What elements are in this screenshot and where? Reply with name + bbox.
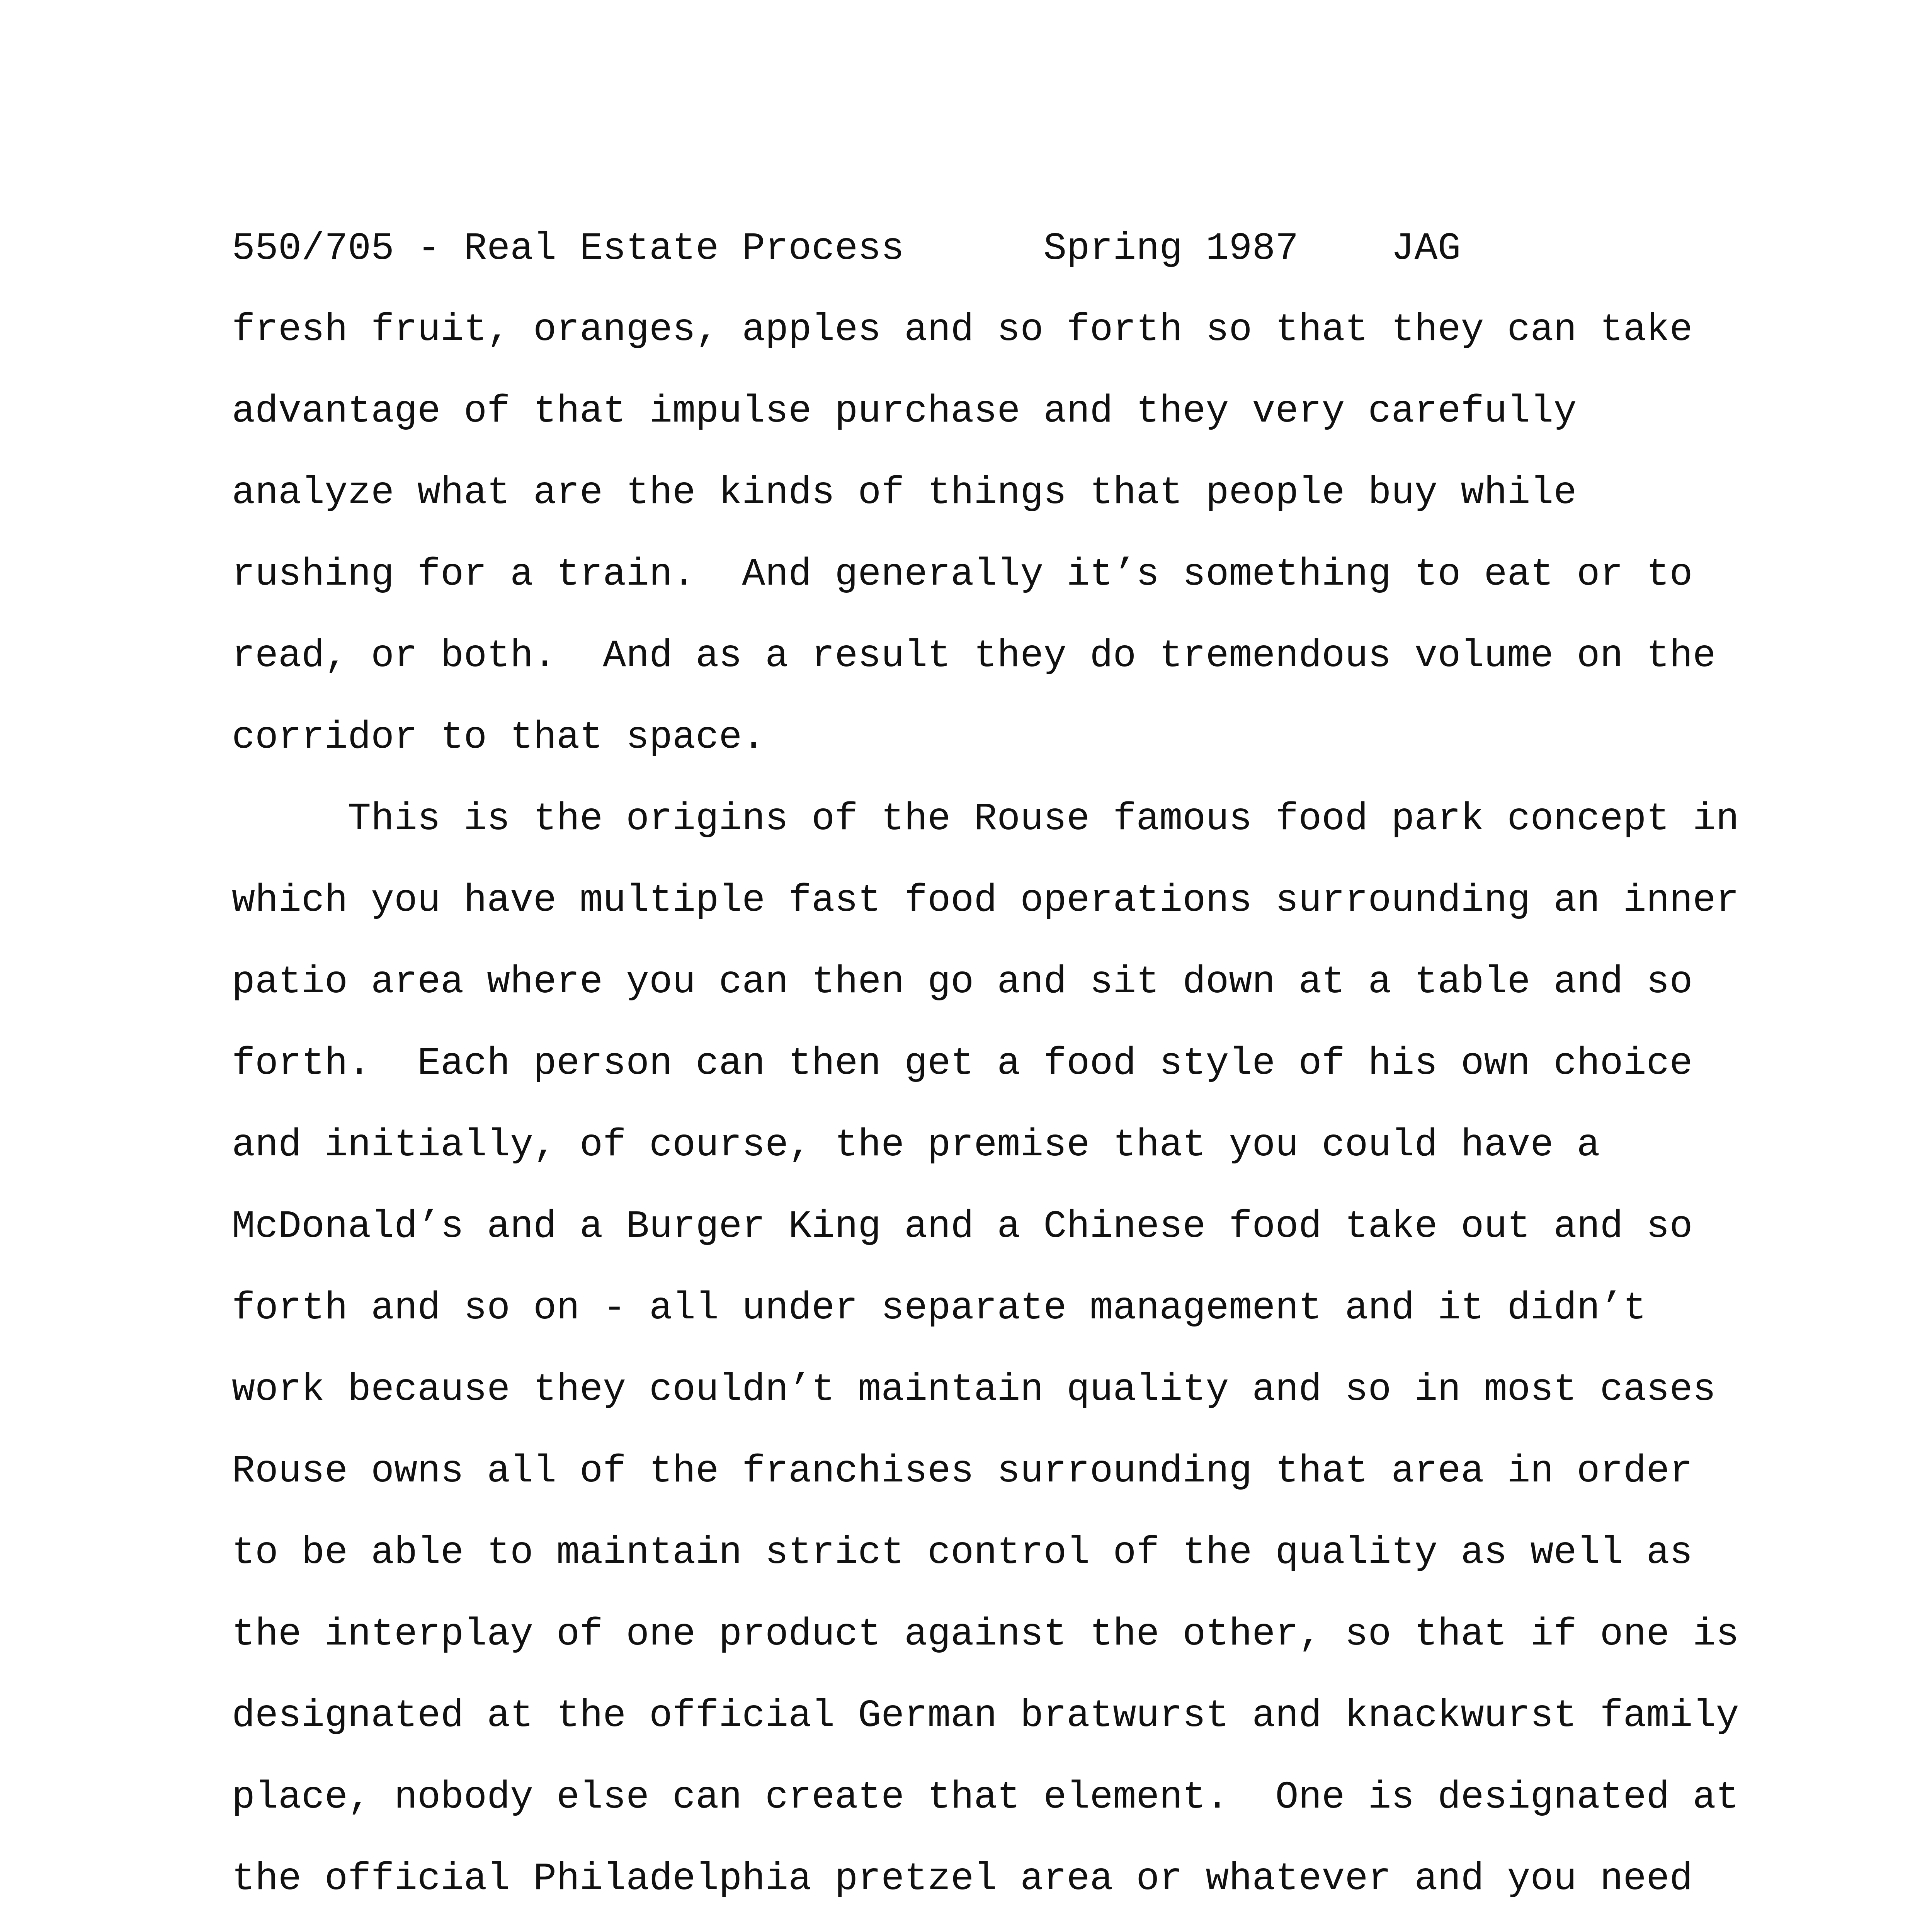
- body-line: designated at the official German bratwurst and knackwurst family: [232, 1694, 1739, 1738]
- body-line: Rouse owns all of the franchises surrounding that area in order: [232, 1450, 1693, 1493]
- header-initials: JAG: [1391, 227, 1461, 271]
- body-line: This is the origins of the Rouse famous food park concept in: [348, 798, 1739, 841]
- body-line: and initially, of course, the premise that you could have a: [232, 1124, 1600, 1167]
- body-line: to be able to maintain strict control of the quality as well as: [232, 1531, 1693, 1575]
- body-line: work because they couldn’t maintain quality and so in most cases: [232, 1368, 1716, 1412]
- header-gap: [904, 227, 1043, 271]
- body-line: forth. Each person can then get a food style of his own choice: [232, 1042, 1693, 1086]
- body-line: forth and so on - all under separate management and it didn’t: [232, 1287, 1646, 1330]
- header-course: 550/705 - Real Estate Process: [232, 227, 905, 271]
- body-line: the official Philadelphia pretzel area or whatever and you need: [232, 1857, 1693, 1901]
- body-line: McDonald’s and a Burger King and a Chinese food take out and so: [232, 1205, 1693, 1249]
- body-line: corridor to that space.: [232, 716, 765, 760]
- body-line: patio area where you can then go and sit down at a table and so: [232, 961, 1693, 1004]
- body-line: rushing for a train. And generally it’s something to eat or to: [232, 553, 1693, 597]
- running-header: [232, 228, 1461, 270]
- body-line: which you have multiple fast food operations surrounding an inner: [232, 879, 1739, 923]
- body-line: fresh fruit, oranges, apples and so forth so that they can take: [232, 308, 1693, 352]
- body-line: the interplay of one product against the other, so that if one is: [232, 1613, 1739, 1656]
- body-line: place, nobody else can create that element. One is designated at: [232, 1776, 1739, 1820]
- body-line: read, or both. And as a result they do tremendous volume on the: [232, 634, 1716, 678]
- body-line: analyze what are the kinds of things that people buy while: [232, 471, 1577, 515]
- header-gap: [1298, 227, 1391, 271]
- body-line: advantage of that impulse purchase and they very carefully: [232, 390, 1577, 434]
- header-term: Spring 1987: [1043, 227, 1299, 271]
